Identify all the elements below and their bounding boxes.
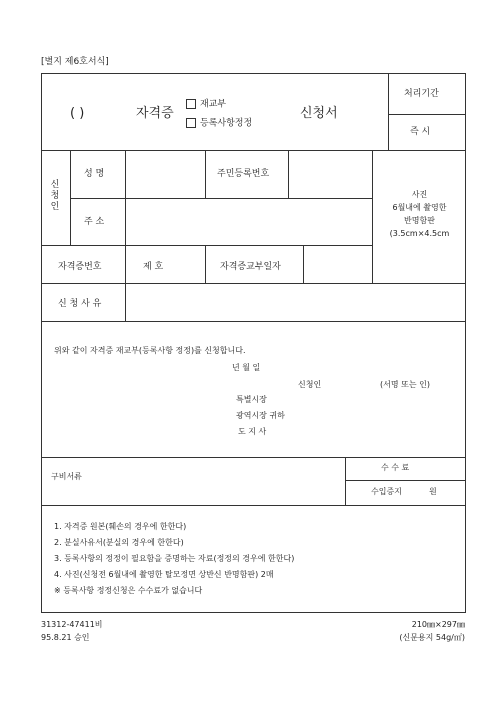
cert-issue-date-field[interactable] — [305, 247, 371, 281]
applicant-group-label: 신청인 — [50, 180, 60, 212]
addressee-3: 도 지 사 — [238, 427, 267, 436]
title-suffix: 신청서 — [300, 106, 338, 121]
declaration-text: 위와 같이 자격증 재교부(등록사항 정정)를 신청합니다. — [54, 346, 246, 355]
divider — [345, 457, 346, 505]
divider — [70, 198, 372, 199]
divider — [125, 150, 126, 321]
divider — [41, 283, 466, 284]
checkbox-correction[interactable] — [186, 118, 196, 128]
divider — [205, 150, 206, 198]
form-code: 31312-47411비 — [41, 620, 103, 629]
reason-label: 신 청 사 유 — [58, 299, 102, 309]
addressee-2: 광역시장 귀하 — [236, 411, 285, 420]
address-field[interactable] — [127, 200, 370, 243]
divider — [41, 245, 372, 246]
divider — [303, 245, 304, 283]
declaration-applicant: 신청인 — [298, 380, 322, 389]
photo-line2: 6월내에 촬영한 — [392, 203, 447, 212]
rrn-label: 주민등록번호 — [217, 169, 270, 179]
form-id: [별지 제6호서식] — [41, 57, 109, 67]
address-label: 주 소 — [84, 217, 105, 227]
paper-type: (신문용지 54g/㎡) — [399, 633, 465, 642]
photo-line4: (3.5cm×4.5cm — [389, 229, 450, 238]
processing-label: 처리기간 — [404, 89, 439, 99]
fee-label: 수 수 료 — [381, 463, 410, 472]
paper-size: 210㎜×297㎜ — [411, 620, 465, 629]
processing-value: 즉 시 — [410, 127, 431, 137]
document-item: 1. 자격증 원본(훼손의 경우에 한한다) — [54, 522, 187, 531]
option-reissue-label: 재교부 — [200, 99, 227, 110]
documents-label: 구비서류 — [51, 472, 82, 481]
form-frame — [41, 73, 466, 613]
divider — [205, 245, 206, 283]
cert-number-label: 자격증번호 — [58, 262, 102, 272]
divider — [41, 457, 466, 458]
reason-field[interactable] — [127, 285, 464, 319]
name-label: 성 명 — [84, 169, 105, 179]
option-correction-label: 등록사항정정 — [200, 118, 253, 129]
document-item: 2. 분실사유서(분실의 경우에 한한다) — [54, 538, 184, 547]
title-paren: ( ) — [70, 106, 85, 121]
photo-line3: 반명함판 — [404, 216, 435, 225]
stamp-label: 수입증지 — [371, 487, 402, 496]
fee-note: ※ 등록사항 정정신청은 수수료가 없습니다 — [54, 586, 203, 595]
declaration-date: 년 월 일 — [232, 363, 261, 372]
document-item: 4. 사진(신청전 6월내에 촬영한 탈모정면 상반신 반명함판) 2매 — [54, 570, 274, 579]
photo-box — [373, 188, 466, 240]
photo-line1: 사진 — [411, 190, 428, 199]
document-item: 3. 등록사항의 정정이 필요함을 증명하는 자료(정정의 경우에 한한다) — [54, 554, 295, 563]
divider — [388, 73, 389, 150]
title-cert: 자격증 — [136, 106, 174, 121]
rrn-field[interactable] — [290, 152, 370, 196]
divider — [41, 321, 466, 322]
cert-number-field[interactable]: 제 호 — [143, 262, 164, 272]
option-correction[interactable] — [186, 118, 252, 129]
divider — [388, 114, 466, 115]
option-reissue[interactable] — [186, 99, 226, 110]
stamp-unit: 원 — [429, 487, 437, 496]
divider — [288, 150, 289, 198]
cert-issue-date-label: 자격증교부일자 — [220, 262, 281, 272]
declaration-sign: (서명 또는 인) — [380, 380, 430, 389]
divider — [41, 150, 466, 151]
checkbox-reissue[interactable] — [186, 99, 196, 109]
approval-date: 95.8.21 승인 — [41, 633, 90, 642]
divider — [345, 480, 466, 481]
addressee-1: 특별시장 — [236, 395, 267, 404]
name-field[interactable] — [127, 152, 203, 196]
divider — [41, 505, 466, 506]
